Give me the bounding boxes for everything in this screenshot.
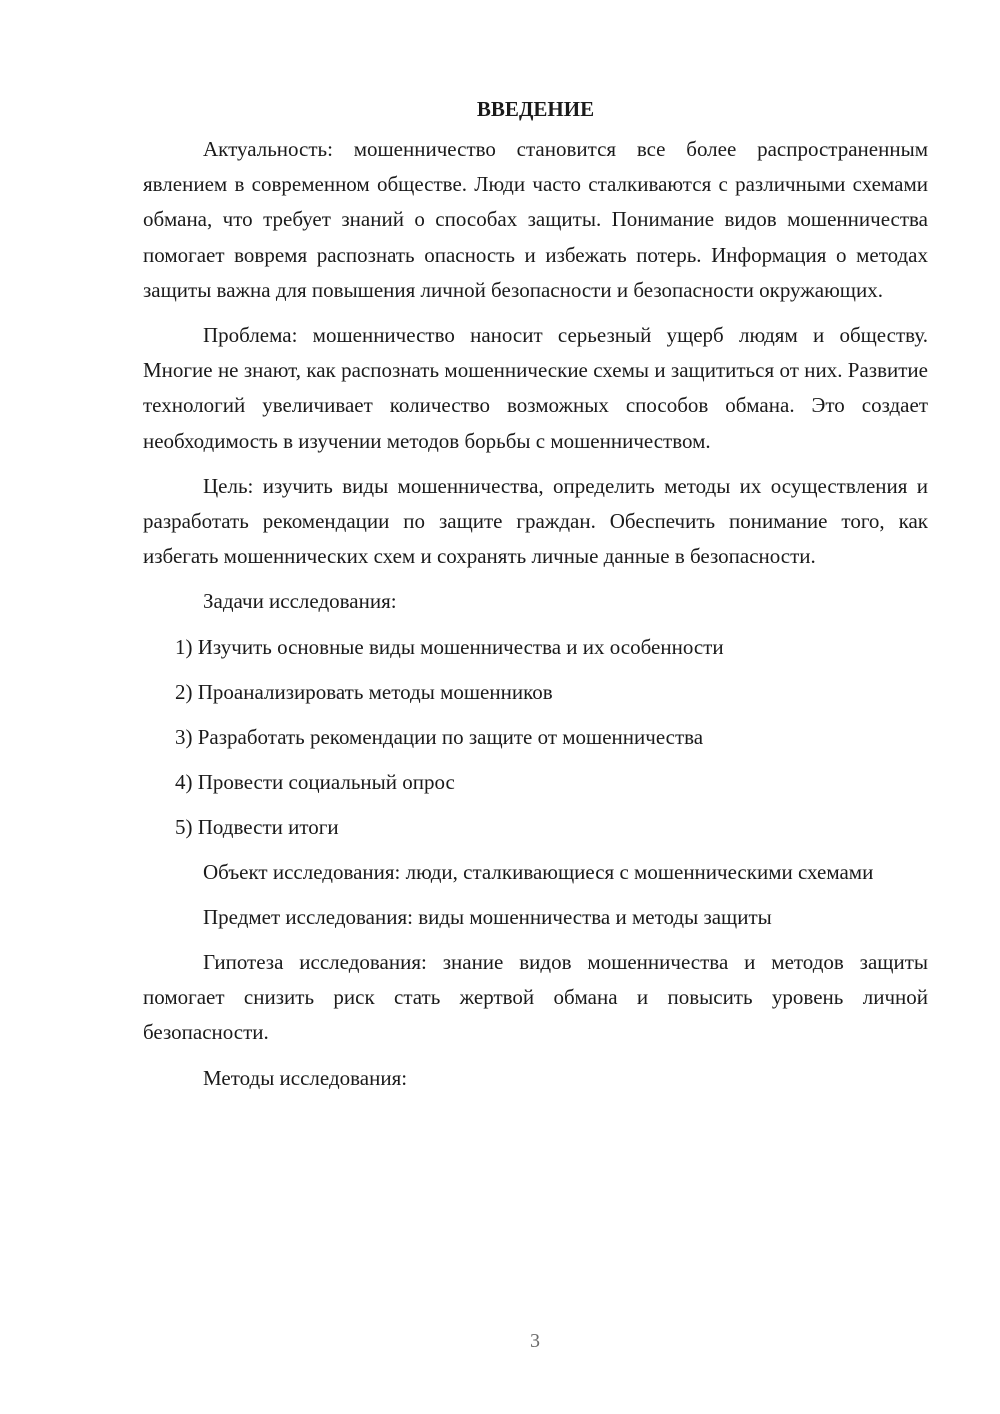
research-object-paragraph: Объект исследования: люди, сталкивающиеся с мошенническими схемами [203,859,874,884]
page-number: 3 [530,1330,540,1352]
task-item: 5) Подвести итоги [175,814,339,839]
methods-paragraph: Методы исследования: [203,1065,408,1090]
task-item: 2) Проанализировать методы мошенников [175,679,553,704]
task-list [143,630,928,845]
hypothesis-paragraph: Гипотеза исследования: знание видов мошенничества и методов защиты помогает снизить риск стать жертвой обмана и повысить уровень личной безопасности. [143,950,928,1045]
problem-paragraph: Проблема: мошенничество наносит серьезный ущерб людям и обществу. Многие не знают, как распознать мошеннические схемы и защититься от них. Развитие технологий увеличивает количество возможных способов обмана. Это создает необходимость в изучении методов борьбы с мошенничеством. [143,323,928,453]
document-page [143,92,928,1106]
relevance-paragraph: Актуальность: мошенничество становится все более распространенным явлением в современном обществе. Люди часто сталкиваются с различными схемами обмана, что требует знаний о способах защиты. Понимание видов мошенничества помогает вовремя распознать опасность и избежать потерь. Информация о методах защиты важна для повышения личной безопасности и безопасности окружающих. [143,137,928,302]
tasks-heading: Задачи исследования: [203,589,397,614]
goal-paragraph: Цель: изучить виды мошенничества, определить методы их осуществления и разработать рекомендации по защите граждан. Обеспечить понимание того, как избегать мошеннических схем и сохранять личные данные в безопасности. [143,473,928,569]
research-subject-paragraph: Предмет исследования: виды мошенничества и методы защиты [203,904,772,929]
section-title: ВВЕДЕНИЕ [476,97,595,121]
task-item: 1) Изучить основные виды мошенничества и их особенности [175,634,724,659]
task-item: 3) Разработать рекомендации по защите от мошенничества [175,724,704,749]
task-item: 4) Провести социальный опрос [175,769,455,794]
